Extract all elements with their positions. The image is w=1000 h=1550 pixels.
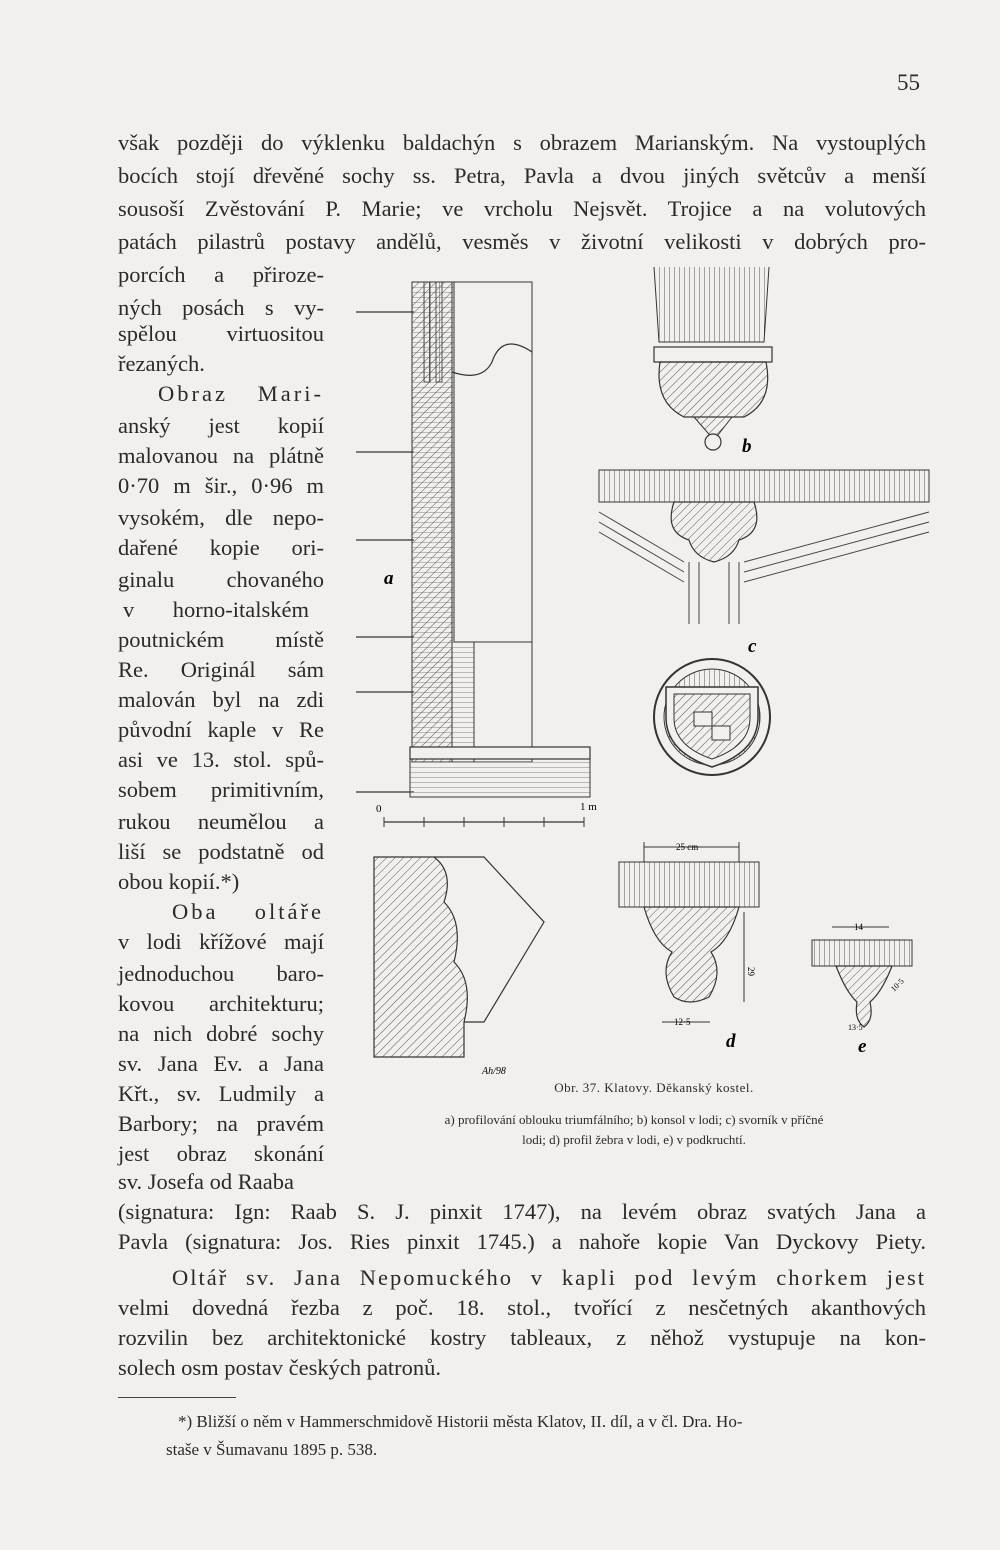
text-line: kovou architekturu; [118, 991, 324, 1016]
text-line: jest obraz skonání [118, 1141, 324, 1166]
dim-top-e: 14 [854, 922, 863, 932]
figure-caption-title: Obr. 37. Klatovy. Děkanský kostel. [554, 1080, 754, 1095]
text-line: asi ve 13. stol. spů- [118, 747, 324, 772]
scale-zero: 0 [376, 803, 382, 815]
text-line: Oltář sv. Jana Nepomuckého v kapli pod levým chorkem jest [172, 1265, 926, 1290]
text-line: malovanou na plátně [118, 443, 324, 468]
text-line: Re. Originál sám [118, 657, 324, 682]
label-e: e [858, 1036, 867, 1057]
text-line: liší se podstatně od [118, 839, 324, 864]
page-number: 55 [897, 70, 920, 95]
text-line: patách pilastrů postavy andělů, vesměs v životní velikosti v dobrých pro- [118, 229, 926, 254]
text-line: ných posách s vy- [118, 295, 324, 320]
text-line: původní kaple v Re [118, 717, 324, 742]
dim-base-d: 12·5 [674, 1017, 691, 1027]
text-line: na nich dobré sochy [118, 1021, 324, 1046]
text-line: 0·70 m šir., 0·96 m [118, 473, 324, 498]
text-line: Obraz Mari- [158, 381, 324, 406]
dim-diag-e: 10·5 [889, 976, 906, 994]
text-line: Barbory; na pravém [118, 1111, 324, 1136]
text-line: řezaných. [118, 351, 205, 376]
text-line: rozvilin bez architektonické kostry tableaux, z něhož vystupuje na kon- [118, 1325, 926, 1350]
label-a: a [384, 568, 394, 589]
console-b [654, 267, 772, 457]
text-line: (signatura: Ign: Raab S. J. pinxit 1747), na levém obraz svatých Jana a [118, 1199, 926, 1224]
dim-width-d: 25 cm [676, 842, 699, 852]
keystone-c [599, 470, 929, 775]
text-line: Pavla (signatura: Jos. Ries pinxit 1745.) a nahoře kopie Van Dyckovy Piety. [118, 1229, 926, 1254]
text-line: v horno-italském [123, 597, 309, 622]
text-line: velmi dovedná řezba z poč. 18. stol., tvořící z nesčetných akanthových [118, 1295, 926, 1320]
text-line: sobem primitivním, [118, 777, 324, 802]
text-line: rukou neumělou a [118, 809, 324, 834]
figure-drawing [354, 262, 944, 1092]
text-line: solech osm postav českých patronů. [118, 1355, 442, 1380]
footnote-line: staše v Šumavanu 1895 p. 538. [166, 1440, 378, 1459]
caption-line: lodi; d) profil žebra v lodi, e) v podkruchtí. [522, 1132, 746, 1147]
text-line: obou kopií.*) [118, 869, 240, 894]
text-line: poutnickém místě [118, 627, 324, 652]
footnote-divider [118, 1397, 236, 1398]
text-line: Křt., sv. Ludmily a [118, 1081, 324, 1106]
text-line: porcích a přiroze- [118, 262, 324, 287]
rib-profile-e [812, 922, 912, 1057]
text-line: bocích stojí dřevěné sochy ss. Petra, Pavla a dvou jiných světcův a menší [118, 163, 926, 188]
architectural-figure [354, 262, 944, 1092]
scale-one: 1 m [580, 801, 597, 813]
text-line: malován byl na zdi [118, 687, 324, 712]
text-line: Oba oltáře [172, 899, 324, 924]
profile-a [356, 282, 597, 827]
text-line: ginalu chovaného [118, 567, 324, 592]
rib-profile-d [619, 842, 759, 1052]
text-line: vysokém, dle nepo- [118, 505, 324, 530]
arch-section [374, 857, 544, 1077]
caption-line: a) profilování oblouku triumfálního; b) konsol v lodi; c) svorník v příčné [444, 1112, 824, 1127]
footnote-line: *) Bližší o něm v Hammerschmidově Historii města Klatov, II. díl, a v čl. Dra. Ho- [178, 1412, 743, 1431]
label-b: b [742, 436, 752, 457]
dim-height-d: 29 [746, 967, 756, 976]
text-line: spělou virtuositou [118, 321, 324, 346]
text-line: jednoduchou baro- [118, 961, 324, 986]
text-line: však později do výklenku baldachýn s obrazem Marianským. Na vystouplých [118, 130, 926, 155]
label-c: c [748, 636, 757, 657]
signature: Ah/98 [482, 1066, 506, 1077]
text-line: sv. Josefa od Raaba [118, 1169, 294, 1194]
text-line: v lodi křížové mají [118, 929, 324, 954]
text-line: anský jest kopií [118, 413, 324, 438]
dim-base-e: 13·5 [848, 1023, 863, 1032]
text-line: sousoší Zvěstování P. Marie; ve vrcholu Nejsvět. Trojice a na volutových [118, 196, 926, 221]
label-d: d [726, 1031, 736, 1052]
figure-caption [354, 1110, 914, 1150]
text-line: sv. Jana Ev. a Jana [118, 1051, 324, 1076]
text-line: dařené kopie ori- [118, 535, 324, 560]
